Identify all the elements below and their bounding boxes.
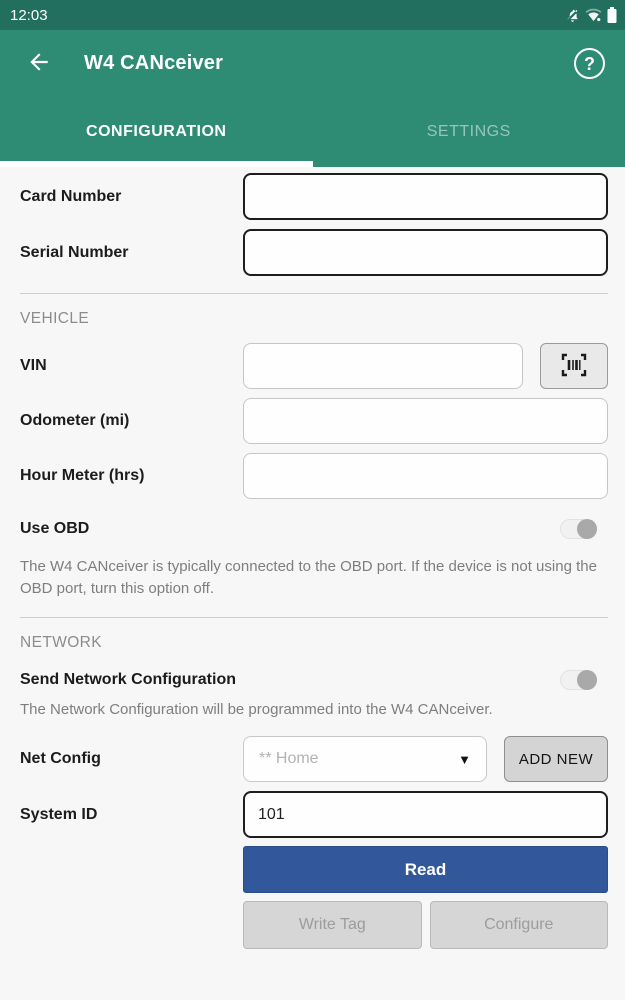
use-obd-label: Use OBD bbox=[20, 520, 90, 537]
active-tab-indicator bbox=[0, 161, 313, 167]
system-id-label: System ID bbox=[20, 805, 98, 823]
odometer-input[interactable] bbox=[243, 398, 608, 444]
page-title: W4 CANceiver bbox=[84, 52, 224, 74]
configure-button[interactable]: Configure bbox=[430, 901, 609, 949]
section-vehicle: VEHICLE bbox=[20, 310, 90, 327]
send-network-config-label: Send Network Configuration bbox=[20, 670, 236, 688]
use-obd-toggle[interactable] bbox=[560, 519, 597, 539]
write-tag-button[interactable]: Write Tag bbox=[243, 901, 422, 949]
configuration-form bbox=[0, 173, 625, 969]
serial-number-input[interactable] bbox=[243, 229, 608, 276]
card-number-input[interactable] bbox=[243, 173, 608, 220]
vin-input[interactable] bbox=[243, 343, 523, 389]
help-button[interactable] bbox=[574, 48, 605, 79]
status-icons bbox=[565, 7, 617, 23]
serial-number-row bbox=[0, 229, 625, 276]
chevron-down-icon: ▼ bbox=[458, 751, 471, 767]
system-id-row bbox=[0, 791, 625, 838]
back-button[interactable] bbox=[22, 47, 56, 81]
app-bar-row bbox=[0, 30, 625, 97]
net-config-select[interactable] bbox=[243, 736, 487, 782]
net-config-selected-value: ** Home bbox=[259, 750, 319, 768]
back-arrow-icon bbox=[26, 49, 52, 78]
tab-bar bbox=[0, 97, 625, 167]
status-bar bbox=[0, 0, 625, 30]
hour-meter-row bbox=[0, 453, 625, 499]
use-obd-help-text: The W4 CANceiver is typically connected to the OBD port. If the device is not using the OBD port, turn this option off. bbox=[20, 558, 597, 597]
read-button[interactable]: Read bbox=[243, 846, 608, 893]
serial-number-label: Serial Number bbox=[20, 243, 129, 261]
vin-row bbox=[0, 343, 625, 389]
vin-label: VIN bbox=[20, 357, 47, 374]
toggle-thumb bbox=[577, 519, 597, 539]
tab-configuration[interactable]: CONFIGURATION bbox=[86, 123, 227, 140]
send-network-config-toggle[interactable] bbox=[560, 670, 597, 690]
secondary-actions bbox=[243, 901, 608, 949]
tab-settings[interactable]: SETTINGS bbox=[426, 123, 511, 140]
system-id-input[interactable] bbox=[243, 791, 608, 838]
use-obd-row bbox=[0, 513, 625, 545]
odometer-label: Odometer (mi) bbox=[20, 412, 130, 429]
wifi-icon bbox=[585, 8, 602, 22]
battery-icon bbox=[607, 7, 617, 23]
toggle-thumb bbox=[577, 670, 597, 690]
status-time: 12:03 bbox=[10, 6, 48, 24]
send-network-config-help-text: The Network Configuration will be programmed into the W4 CANceiver. bbox=[20, 700, 493, 718]
add-new-button[interactable]: ADD NEW bbox=[504, 736, 608, 782]
app-bar bbox=[0, 30, 625, 167]
send-network-config-row bbox=[0, 664, 625, 696]
section-network: NETWORK bbox=[20, 633, 103, 651]
vin-scan-button[interactable] bbox=[540, 343, 608, 389]
card-number-label: Card Number bbox=[20, 187, 122, 205]
card-number-row bbox=[0, 173, 625, 220]
help-icon: ? bbox=[584, 53, 595, 74]
hour-meter-label: Hour Meter (hrs) bbox=[20, 467, 145, 484]
net-config-row bbox=[0, 736, 625, 782]
odometer-row bbox=[0, 398, 625, 444]
barcode-scan-icon bbox=[558, 351, 590, 382]
net-config-label: Net Config bbox=[20, 750, 101, 768]
hour-meter-input[interactable] bbox=[243, 453, 608, 499]
notifications-off-icon bbox=[565, 8, 580, 23]
action-buttons bbox=[243, 846, 608, 949]
